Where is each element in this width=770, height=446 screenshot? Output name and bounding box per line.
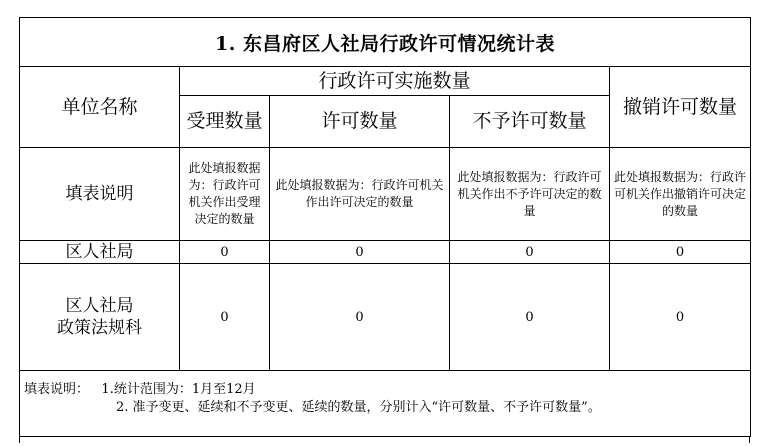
- statistics-sheet: [19, 17, 750, 443]
- notes-label: 填表说明：: [24, 382, 90, 397]
- table-row: [20, 264, 751, 371]
- header-permitted-count: 许可数量: [270, 96, 450, 148]
- cell-revoked: 0: [610, 264, 751, 371]
- header-unit-name: 单位名称: [20, 67, 180, 148]
- note-item-1: 1.统计范围为：1月至12月: [101, 382, 256, 397]
- description-permitted: 此处填报数据为：行政许可机关作出许可决定的数量: [270, 148, 450, 241]
- notes-section: [20, 371, 751, 437]
- description-denied: 此处填报数据为：行政许可机关作出不予许可决定的数量: [450, 148, 610, 241]
- row-unit-name: [20, 264, 180, 371]
- row-unit-name-line1: 区人社局: [65, 296, 134, 316]
- header-accepted-count: 受理数量: [180, 96, 270, 148]
- cell-accepted: 0: [180, 264, 270, 371]
- note-item-2: 2. 准予变更、延续和不予变更、延续的数量，分别计入“许可数量、不予许可数量”。: [116, 400, 601, 415]
- header-group-permit-count: 行政许可实施数量: [180, 67, 610, 96]
- note-line-1: [24, 381, 750, 399]
- description-revoked: 此处填报数据为：行政许可机关作出撤销许可决定的数量: [610, 148, 751, 241]
- header-revoke-count: 撤销许可数量: [610, 67, 751, 148]
- cell-denied: 0: [450, 264, 610, 371]
- cell-accepted: 0: [180, 241, 270, 264]
- row-unit-name-line2: 政策法规科: [57, 318, 142, 338]
- description-row: [20, 148, 751, 241]
- cell-permitted: 0: [270, 264, 450, 371]
- cell-permitted: 0: [270, 241, 450, 264]
- cell-denied: 0: [450, 241, 610, 264]
- header-denied-count: 不予许可数量: [450, 96, 610, 148]
- row-unit-name: 区人社局: [20, 241, 180, 264]
- table-row: [20, 241, 751, 264]
- statistics-table: [19, 17, 751, 437]
- cell-revoked: 0: [610, 241, 751, 264]
- description-label: 填表说明: [20, 148, 180, 241]
- table-bottom-edge: [19, 437, 750, 443]
- description-accepted: 此处填报数据为：行政许可机关作出受理决定的数量: [180, 148, 270, 241]
- table-title: 1. 东昌府区人社局行政许可情况统计表: [20, 18, 751, 67]
